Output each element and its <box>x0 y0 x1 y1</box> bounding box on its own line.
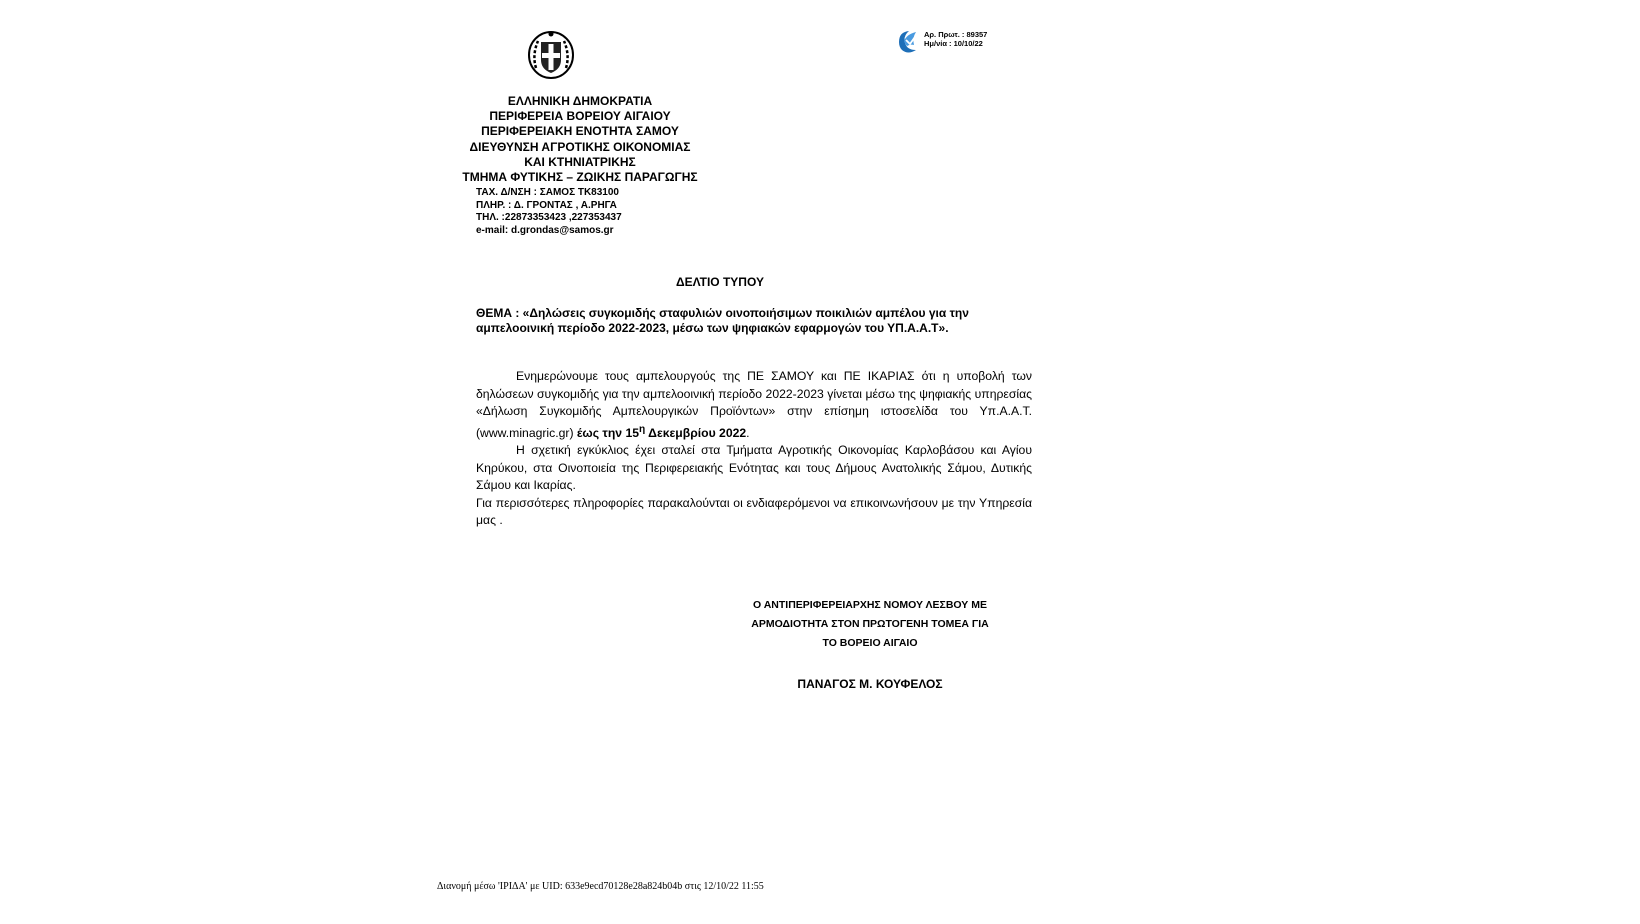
header-line: ΕΛΛΗΝΙΚΗ ΔΗΜΟΚΡΑΤΙΑ <box>507 94 653 108</box>
distribution-footer: Διανομή μέσω 'ΙΡΙΔΑ' με UID: 633e9ecd70128e28a824b04b στις 12/10/22 11:55 <box>437 881 764 892</box>
subject-line: ΘΕΜΑ : «Δηλώσεις συγκομιδής σταφυλιών οινοποιήσιμων ποικιλιών αμπέλου για την αμπελοοινική περίοδο 2022-2023, μέσω των ψηφιακών εφαρμογών του ΥΠ.Α.Α.Τ». <box>476 306 969 335</box>
paragraph-2: Η σχετική εγκύκλιος έχει σταλεί στα Τμήματα Αγροτικής Οικονομίας Καρλοβάσου και Αγίου Κηρύκου, στα Οινοποιεία της Περιφερειακής Ενότητας και τους Δήμους Ανατολικής Σάμου, Δυτικής Σάμου και Ικαρίας. <box>476 443 1032 493</box>
header-line: ΤΜΗΜΑ ΦΥΤΙΚΗΣ – ΖΩΙΚΗΣ ΠΑΡΑΓΩΓΗΣ <box>462 170 698 185</box>
header-line: ΔΙΕΥΘΥΝΣΗ ΑΓΡΟΤΙΚΗΣ ΟΙΚΟΝΟΜΙΑΣ <box>469 139 691 154</box>
signature-line: ΑΡΜΟΔΙΟΤΗΤΑ ΣΤΟΝ ΠΡΩΤΟΓΕΝΗ ΤΟΜΕΑ ΓΙΑ <box>751 618 989 630</box>
contact-phone: ΤΗΛ. :22873353423 ,227353437 <box>476 212 622 224</box>
contact-email: e-mail: d.grondas@samos.gr <box>476 224 614 236</box>
paragraph-1-text: Ενημερώνουμε τους αμπελουργούς της ΠΕ ΣΑΜΟΥ και ΠΕ ΙΚΑΡΙΑΣ ότι η υποβολή των δηλώσεων συγκομιδής για την αμπελοοινική περίοδο 2022-2023 γίνεται μέσω της ψηφιακής υπηρεσίας «Δήλωση Συγκομιδής Αμπελουργικών Προϊόντων» στην επίσημη ιστοσελίδα του Υπ.Α.Α.Τ. (www.minagric.gr) <box>476 369 1032 440</box>
iris-logo-icon <box>896 28 920 54</box>
protocol-stamp <box>896 28 987 54</box>
header-line: ΚΑΙ ΚΤΗΝΙΑΤΡΙΚΗΣ <box>524 154 636 169</box>
protocol-date: Ημ/νία : 10/10/22 <box>924 39 983 48</box>
signer-name: ΠΑΝΑΓΟΣ Μ. ΚΟΥΦΕΛΟΣ <box>797 677 943 691</box>
paragraph-1: Ενημερώνουμε τους αμπελουργούς της ΠΕ ΣΑΜΟΥ και ΠΕ ΙΚΑΡΙΑΣ ότι η υποβολή των δηλώσεων συγκομιδής για την αμπελοοινική περίοδο 2022-2023 γίνεται μέσω της ψηφιακής υπηρεσίας «Δήλωση Συγκομιδής Αμπελουργικών Προϊόντων» στην επίσημη ιστοσελίδα του Υπ.Α.Α.Τ. (www.minagric.gr) έως την $15^\eta$ Δεκεμβρίου 2022. <box>476 369 1032 440</box>
header-line: ΠΕΡΙΦΕΡΕΙΑΚΗ ΕΝΟΤΗΤΑ ΣΑΜΟΥ <box>481 124 679 139</box>
body-text <box>476 368 1032 530</box>
contact-block <box>476 187 622 237</box>
deadline: έως την $15^\eta$ Δεκεμβρίου 2022 <box>576 423 747 440</box>
doc-title: ΔΕΛΤΙΟ ΤΥΠΟΥ <box>676 275 764 289</box>
signature-title <box>730 596 1010 653</box>
contact-address: ΤΑΧ. Δ/ΝΣΗ : ΣΑΜΟΣ ΤΚ83100 <box>476 187 619 198</box>
contact-info: ΠΛΗΡ. : Δ. ΓΡΟΝΤΑΣ , Α.ΡΗΓΑ <box>476 199 617 211</box>
signature-line: Ο ΑΝΤΙΠΕΡΙΦΕΡΕΙΑΡΧΗΣ ΝΟΜΟΥ ΛΕΣΒΟΥ ΜΕ <box>753 599 987 611</box>
protocol-number: Αρ. Πρωτ. : 89357 <box>924 30 988 39</box>
greek-coat-of-arms-icon <box>526 28 576 80</box>
paragraph-3: Για περισσότερες πληροφορίες παρακαλούνται οι ενδιαφερόμενοι να επικοινωνήσουν με την Υπηρεσία μας . <box>476 495 1032 528</box>
header-line: ΠΕΡΙΦΕΡΕΙΑ ΒΟΡΕΙΟΥ ΑΙΓΑΙΟΥ <box>489 109 671 124</box>
signature-line: ΤΟ ΒΟΡΕΙΟ ΑΙΓΑΙΟ <box>822 637 918 649</box>
issuer-header <box>430 94 730 185</box>
